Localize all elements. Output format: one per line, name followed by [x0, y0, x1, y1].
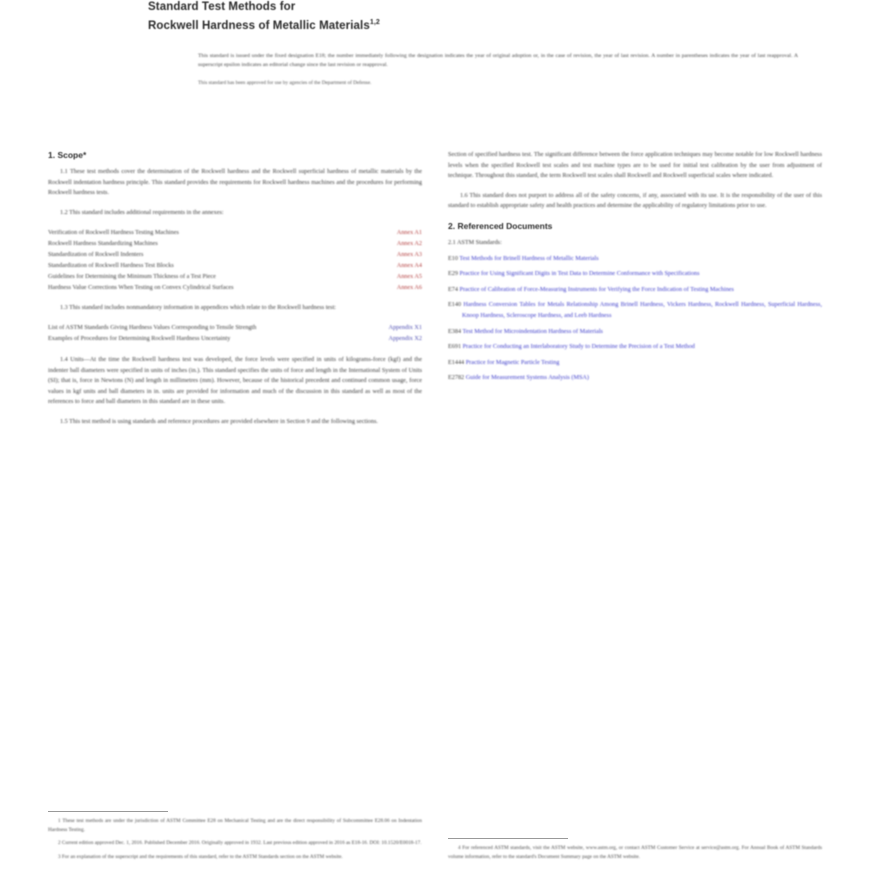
- title-line-1: Standard Test Methods for: [148, 1, 296, 13]
- annex-label: Guidelines for Determining the Minimum Thickness of a Test Piece: [48, 272, 216, 280]
- footnote-divider: [48, 811, 168, 812]
- reference-designation[interactable]: E74: [448, 285, 458, 293]
- annex-label: Standardization of Rockwell Hardness Test Blocks: [48, 261, 174, 269]
- dod-approval-note: This standard has been approved for use by agencies of the Department of Defense.: [198, 79, 372, 86]
- annex-number[interactable]: Annex A3: [396, 250, 422, 258]
- title-superscript: 1,2: [369, 19, 380, 26]
- two-column-body: [48, 150, 822, 437]
- paragraph-1-5: 1.5 This test method is using standards and reference procedures are provided elsewhere in Section 9 and the following sections.: [60, 417, 378, 425]
- reference-item[interactable]: [448, 358, 822, 369]
- left-column: [48, 150, 422, 437]
- title-line-2: [148, 15, 782, 34]
- page-title: [148, 0, 782, 34]
- section-heading-scope: 1. Scope*: [48, 150, 87, 160]
- table-row: [48, 282, 422, 293]
- annex-label: Rockwell Hardness Standardizing Machines: [48, 239, 158, 247]
- appendix-number[interactable]: Appendix X2: [388, 335, 422, 343]
- paragraph-1-6: 1.6 This standard does not purport to address all of the safety concerns, if any, associated with its use. It is the responsibility of the user of this standard to establish appropriate safety and health practices and determine the applicability of regulatory limitations prior to use.: [448, 191, 822, 210]
- reference-item[interactable]: [448, 269, 822, 280]
- table-row: [48, 271, 422, 282]
- footnote-divider: [448, 838, 568, 839]
- footnote: 3 For an explanation of the superscript and the requirements of this standard, refer to the ASTM Standards section on the ASTM website.: [58, 853, 343, 860]
- reference-item[interactable]: [448, 254, 822, 265]
- paragraph-continued-top: Section of specified hardness test. The significant difference between the force application techniques may become notable for low Rockwell hardness levels when the specified Rockwell test scales and test machine types are to be used for initial test calibration by the user from adjustment of technique. Throughout this standard, the term Rockwell test scales shall Rockwell and Rockwell superficial scales where indicated.: [448, 151, 822, 180]
- reference-title-link[interactable]: Test Methods for Brinell Hardness of Metallic Materials: [459, 254, 599, 262]
- designation-paragraph: This standard is issued under the fixed designation E18; the number immediately following the designation indicates the year of original adoption or, in the case of revision, the year of last revision. A number in parentheses indicates the year of last reapproval. A superscript epsilon indicates an editorial change since the last revision or reapproval.: [198, 52, 798, 69]
- reference-item[interactable]: [448, 373, 822, 384]
- annex-label: Standardization of Rockwell Indenters: [48, 250, 144, 258]
- table-row: [48, 260, 422, 271]
- standard-designation-note: [198, 52, 798, 71]
- footnotes-right: [448, 832, 822, 866]
- table-row: [48, 334, 422, 345]
- annex-number[interactable]: Annex A5: [396, 272, 422, 280]
- table-row: [48, 227, 422, 238]
- footnote: 1 These test methods are under the jurisdiction of ASTM Committee E28 on Mechanical Testing and are the direct responsibility of Subcommittee E28.06 on Indentation Hardness Testing.: [48, 818, 422, 833]
- paragraph-1-2: 1.2 This standard includes additional requirements in the annexes:: [60, 208, 224, 216]
- table-row: [48, 238, 422, 249]
- reference-title-link[interactable]: Guide for Measurement Systems Analysis (MSA): [465, 374, 589, 382]
- appendix-list-table: [48, 323, 422, 345]
- footnote: 2 Current edition approved Dec. 1, 2016. Published December 2016. Originally approved in 1932. Last previous edition approved in 2016 as E18-16. DOI: 10.1520/E0018-17.: [58, 840, 422, 847]
- annex-list-table: [48, 227, 422, 293]
- reference-title-link[interactable]: Practice for Magnetic Particle Testing: [465, 358, 560, 366]
- reference-designation[interactable]: E2782: [448, 374, 465, 382]
- paragraph-1-1: 1.1 These test methods cover the determination of the Rockwell hardness and the Rockwell superficial hardness of metallic materials by the Rockwell indentation hardness principle. This standard provides the requirements for Rockwell hardness machines and the procedures for performing Rockwell hardness tests.: [48, 168, 422, 197]
- reference-title-link[interactable]: Practice for Conducting an Interlaboratory Study to Determine the Precision of a Test Method: [462, 343, 695, 351]
- paragraph-1-3: 1.3 This standard includes nonmandatory information in appendices which relate to the Rockwell hardness test:: [60, 304, 337, 312]
- footnote: 4 For referenced ASTM standards, visit the ASTM website, www.astm.org, or contact ASTM Customer Service at service@astm.org. For Annual Book of ASTM Standards volume information, refer to the standard's Document Summary page on the ASTM website.: [448, 845, 822, 860]
- reference-title-link[interactable]: Hardness Conversion Tables for Metals Relationship Among Brinell Hardness, Vickers Hardness, Rockwell Hardness, Superficial Hardness, Knoop Hardness, Scleroscope Hardness, and Leeb Hardness: [462, 301, 822, 319]
- annex-number[interactable]: Annex A6: [396, 283, 422, 291]
- paragraph-1-4: 1.4 Units—At the time the Rockwell hardness test was developed, the force levels were specified in units of kilograms-force (kgf) and the indenter ball diameters were specified in units of inches (in.). This standard specifies the units of force and length in the International System of Units (SI); that is, force in Newtons (N) and length in millimetres (mm). However, because of the historical precedent and continued common usage, force values in kgf units and ball diameters in in. units are provided for information and much of the discussion in this standard as well as most of the references to force and ball diameters in this standard are in these units.: [48, 355, 422, 406]
- reference-item[interactable]: [448, 300, 822, 321]
- appendix-label: Examples of Procedures for Determining Rockwell Hardness Uncertainty: [48, 335, 231, 343]
- annex-number[interactable]: Annex A2: [396, 239, 422, 247]
- reference-item[interactable]: [448, 327, 822, 338]
- document-header: [48, 0, 822, 87]
- annex-number[interactable]: Annex A1: [396, 228, 422, 236]
- referenced-subheading: 2.1 ASTM Standards:: [448, 238, 502, 246]
- reference-designation[interactable]: E29: [448, 270, 458, 278]
- annex-label: Verification of Rockwell Hardness Testing Machines: [48, 228, 179, 236]
- reference-item[interactable]: [448, 285, 822, 296]
- reference-designation[interactable]: E691: [448, 343, 462, 351]
- reference-title-link[interactable]: Practice of Calibration of Force-Measuring Instruments for Verifying the Force Indication of Testing Machines: [459, 285, 734, 293]
- appendix-label: List of ASTM Standards Giving Hardness Values Corresponding to Tensile Strength: [48, 324, 257, 332]
- table-row: [48, 323, 422, 334]
- footnotes-left: [48, 805, 422, 866]
- section-heading-referenced-documents: 2. Referenced Documents: [448, 220, 553, 231]
- reference-title-link[interactable]: Test Method for Microindentation Hardness of Materials: [462, 327, 603, 335]
- table-row: [48, 249, 422, 260]
- reference-designation[interactable]: E1444: [448, 358, 465, 366]
- reference-designation[interactable]: E10: [448, 254, 458, 262]
- right-column: [448, 150, 822, 437]
- annex-label: Hardness Value Corrections When Testing on Convex Cylindrical Surfaces: [48, 283, 234, 291]
- reference-title-link[interactable]: Practice for Using Significant Digits in Test Data to Determine Conformance with Specifications: [459, 270, 700, 278]
- title-line-2-text: Rockwell Hardness of Metallic Materials: [148, 19, 370, 32]
- annex-number[interactable]: Annex A4: [396, 261, 422, 269]
- reference-designation[interactable]: E140: [448, 301, 462, 309]
- reference-item[interactable]: [448, 342, 822, 353]
- reference-designation[interactable]: E384: [448, 327, 462, 335]
- appendix-number[interactable]: Appendix X1: [388, 324, 422, 332]
